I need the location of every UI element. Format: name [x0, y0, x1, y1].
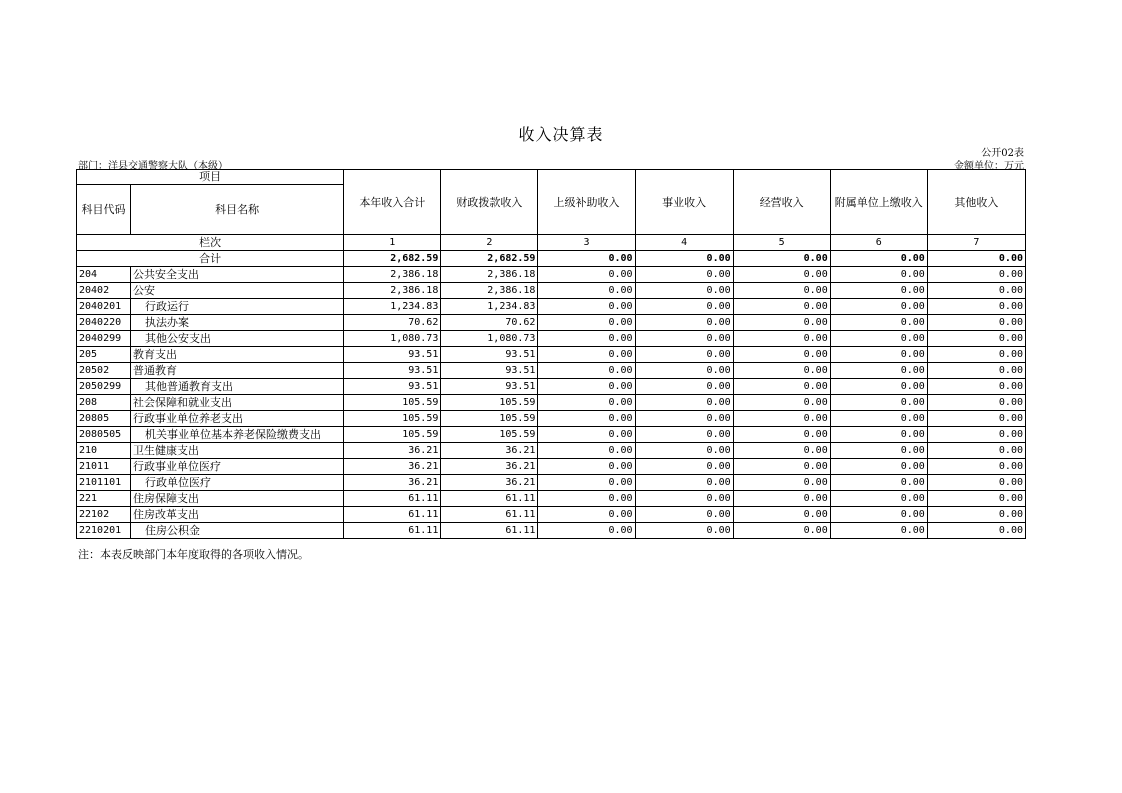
amount-cell: 61.11 — [441, 491, 538, 507]
subject-code: 2050299 — [77, 379, 131, 395]
amount-cell: 2,386.18 — [441, 267, 538, 283]
amount-cell: 0.00 — [830, 523, 927, 539]
subject-code: 2040220 — [77, 315, 131, 331]
table-row — [77, 475, 1026, 491]
project-group-header: 项目 — [77, 170, 344, 185]
index-cell: 3 — [538, 235, 635, 251]
amount-cell: 0.00 — [635, 459, 733, 475]
amount-cell: 0.00 — [538, 315, 635, 331]
table-row — [77, 491, 1026, 507]
index-cell: 1 — [344, 235, 441, 251]
amount-cell: 0.00 — [830, 411, 927, 427]
amount-cell: 0.00 — [635, 427, 733, 443]
table-row — [77, 443, 1026, 459]
amount-cell: 0.00 — [927, 427, 1025, 443]
subject-code: 205 — [77, 347, 131, 363]
amount-cell: 0.00 — [733, 475, 830, 491]
amount-cell: 0.00 — [538, 363, 635, 379]
amount-cell: 0.00 — [927, 331, 1025, 347]
amount-cell: 0.00 — [635, 283, 733, 299]
amount-cell: 105.59 — [441, 427, 538, 443]
table-row — [77, 347, 1026, 363]
amount-cell: 93.51 — [441, 379, 538, 395]
amount-cell: 105.59 — [344, 427, 441, 443]
amount-cell: 1,080.73 — [441, 331, 538, 347]
subject-name: 执法办案 — [131, 315, 344, 331]
amount-cell: 0.00 — [538, 475, 635, 491]
amount-cell: 0.00 — [927, 347, 1025, 363]
subject-name: 行政事业单位医疗 — [131, 459, 344, 475]
amount-cell: 0.00 — [733, 523, 830, 539]
amount-cell: 0.00 — [538, 507, 635, 523]
amount-cell: 0.00 — [830, 427, 927, 443]
amount-cell: 0.00 — [635, 491, 733, 507]
amount-cell: 1,234.83 — [441, 299, 538, 315]
amount-cell: 0.00 — [635, 475, 733, 491]
table-row — [77, 331, 1026, 347]
amount-cell: 0.00 — [538, 443, 635, 459]
amount-cell: 0.00 — [830, 363, 927, 379]
amount-cell: 0.00 — [538, 459, 635, 475]
amount-cell: 0.00 — [927, 267, 1025, 283]
amount-cell: 105.59 — [344, 411, 441, 427]
amount-cell: 0.00 — [830, 299, 927, 315]
amount-cell: 0.00 — [733, 347, 830, 363]
subject-code: 210 — [77, 443, 131, 459]
amount-cell: 0.00 — [733, 379, 830, 395]
amount-cell: 0.00 — [830, 283, 927, 299]
amount-cell: 0.00 — [733, 411, 830, 427]
table-row — [77, 411, 1026, 427]
amount-cell: 0.00 — [538, 395, 635, 411]
amount-cell: 93.51 — [344, 379, 441, 395]
amount-cell: 0.00 — [927, 315, 1025, 331]
income-table — [76, 169, 1026, 539]
total-cell: 2,682.59 — [441, 251, 538, 267]
amount-cell: 105.59 — [441, 411, 538, 427]
amount-cell: 0.00 — [830, 491, 927, 507]
table-row — [77, 523, 1026, 539]
amount-cell: 1,234.83 — [344, 299, 441, 315]
amount-cell: 0.00 — [733, 491, 830, 507]
subject-name: 住房保障支出 — [131, 491, 344, 507]
amount-cell: 1,080.73 — [344, 331, 441, 347]
amount-cell: 0.00 — [927, 443, 1025, 459]
amount-cell: 0.00 — [927, 379, 1025, 395]
amount-cell: 0.00 — [538, 331, 635, 347]
amount-cell: 0.00 — [635, 379, 733, 395]
amount-cell: 0.00 — [927, 411, 1025, 427]
amount-cell: 0.00 — [635, 331, 733, 347]
amount-cell: 36.21 — [441, 443, 538, 459]
amount-cell: 61.11 — [441, 523, 538, 539]
amount-cell: 0.00 — [927, 363, 1025, 379]
amount-cell: 0.00 — [635, 363, 733, 379]
subject-name: 行政事业单位养老支出 — [131, 411, 344, 427]
amount-cell: 0.00 — [830, 507, 927, 523]
subject-name: 社会保障和就业支出 — [131, 395, 344, 411]
subject-code: 204 — [77, 267, 131, 283]
subject-code: 2040201 — [77, 299, 131, 315]
index-cell: 6 — [830, 235, 927, 251]
subject-code: 20502 — [77, 363, 131, 379]
col-header-1: 本年收入合计 — [344, 170, 441, 235]
table-row — [77, 459, 1026, 475]
amount-cell: 0.00 — [927, 523, 1025, 539]
amount-cell: 0.00 — [733, 427, 830, 443]
amount-unit-label: 金额单位：万元 — [954, 161, 1024, 172]
subject-name: 住房公积金 — [131, 523, 344, 539]
amount-cell: 2,386.18 — [344, 267, 441, 283]
amount-cell: 70.62 — [441, 315, 538, 331]
footnote: 注：本表反映部门本年度取得的各项收入情况。 — [78, 548, 309, 561]
index-cell: 7 — [927, 235, 1025, 251]
amount-cell: 0.00 — [733, 283, 830, 299]
index-cell: 5 — [733, 235, 830, 251]
amount-cell: 0.00 — [830, 315, 927, 331]
amount-cell: 0.00 — [538, 283, 635, 299]
table-row — [77, 299, 1026, 315]
total-cell: 0.00 — [830, 251, 927, 267]
amount-cell: 0.00 — [927, 475, 1025, 491]
table-row — [77, 379, 1026, 395]
amount-cell: 0.00 — [733, 363, 830, 379]
subject-name: 行政运行 — [131, 299, 344, 315]
subject-name: 行政单位医疗 — [131, 475, 344, 491]
amount-cell: 0.00 — [830, 267, 927, 283]
total-label: 合计 — [77, 251, 344, 267]
amount-cell: 36.21 — [344, 475, 441, 491]
col-header-3: 上级补助收入 — [538, 170, 635, 235]
amount-cell: 0.00 — [635, 443, 733, 459]
amount-cell: 0.00 — [635, 315, 733, 331]
amount-cell: 0.00 — [635, 395, 733, 411]
amount-cell: 61.11 — [344, 491, 441, 507]
amount-cell: 0.00 — [733, 299, 830, 315]
total-row — [77, 251, 1026, 267]
page-title: 收入决算表 — [518, 125, 604, 144]
subject-name: 机关事业单位基本养老保险缴费支出 — [131, 427, 344, 443]
subject-code: 20402 — [77, 283, 131, 299]
amount-cell: 0.00 — [733, 507, 830, 523]
code-header: 科目代码 — [77, 185, 131, 235]
amount-cell: 93.51 — [344, 347, 441, 363]
amount-cell: 61.11 — [344, 523, 441, 539]
amount-cell: 0.00 — [927, 459, 1025, 475]
amount-cell: 70.62 — [344, 315, 441, 331]
subject-name: 住房改革支出 — [131, 507, 344, 523]
subject-code: 2040299 — [77, 331, 131, 347]
amount-cell: 93.51 — [441, 363, 538, 379]
table-row — [77, 507, 1026, 523]
subject-code: 2101101 — [77, 475, 131, 491]
col-header-7: 其他收入 — [927, 170, 1025, 235]
amount-cell: 105.59 — [344, 395, 441, 411]
index-cell: 4 — [635, 235, 733, 251]
amount-cell: 0.00 — [830, 347, 927, 363]
amount-cell: 61.11 — [344, 507, 441, 523]
subject-name: 其他普通教育支出 — [131, 379, 344, 395]
amount-cell: 0.00 — [635, 267, 733, 283]
subject-name: 其他公安支出 — [131, 331, 344, 347]
amount-cell: 0.00 — [733, 459, 830, 475]
amount-cell: 36.21 — [344, 459, 441, 475]
col-header-2: 财政拨款收入 — [441, 170, 538, 235]
amount-cell: 0.00 — [733, 395, 830, 411]
amount-cell: 0.00 — [538, 411, 635, 427]
total-cell: 0.00 — [538, 251, 635, 267]
amount-cell: 0.00 — [733, 331, 830, 347]
amount-cell: 0.00 — [538, 267, 635, 283]
amount-cell: 0.00 — [830, 331, 927, 347]
table-row — [77, 427, 1026, 443]
total-cell: 0.00 — [927, 251, 1025, 267]
amount-cell: 0.00 — [635, 299, 733, 315]
amount-cell: 0.00 — [733, 267, 830, 283]
name-header: 科目名称 — [131, 185, 344, 235]
amount-cell: 0.00 — [927, 299, 1025, 315]
amount-cell: 105.59 — [441, 395, 538, 411]
amount-cell: 0.00 — [635, 411, 733, 427]
table-row — [77, 315, 1026, 331]
table-row — [77, 395, 1026, 411]
amount-cell: 2,386.18 — [441, 283, 538, 299]
amount-cell: 93.51 — [344, 363, 441, 379]
amount-cell: 0.00 — [538, 347, 635, 363]
form-number: 公开02表 — [981, 148, 1024, 159]
table-row — [77, 363, 1026, 379]
total-cell: 0.00 — [733, 251, 830, 267]
amount-cell: 2,386.18 — [344, 283, 441, 299]
subject-name: 普通教育 — [131, 363, 344, 379]
subject-code: 2210201 — [77, 523, 131, 539]
subject-code: 21011 — [77, 459, 131, 475]
subject-name: 公安 — [131, 283, 344, 299]
subject-name: 教育支出 — [131, 347, 344, 363]
amount-cell: 61.11 — [441, 507, 538, 523]
subject-name: 公共安全支出 — [131, 267, 344, 283]
amount-cell: 0.00 — [635, 523, 733, 539]
amount-cell: 36.21 — [344, 443, 441, 459]
col-header-4: 事业收入 — [635, 170, 733, 235]
amount-cell: 0.00 — [830, 395, 927, 411]
index-row — [77, 235, 1026, 251]
amount-cell: 36.21 — [441, 459, 538, 475]
amount-cell: 0.00 — [538, 491, 635, 507]
amount-cell: 0.00 — [927, 395, 1025, 411]
amount-cell: 0.00 — [830, 379, 927, 395]
amount-cell: 36.21 — [441, 475, 538, 491]
amount-cell: 0.00 — [538, 379, 635, 395]
amount-cell: 0.00 — [830, 475, 927, 491]
subject-code: 221 — [77, 491, 131, 507]
total-cell: 2,682.59 — [344, 251, 441, 267]
amount-cell: 0.00 — [927, 283, 1025, 299]
amount-cell: 0.00 — [927, 507, 1025, 523]
col-header-6: 附属单位上缴收入 — [830, 170, 927, 235]
subject-code: 2080505 — [77, 427, 131, 443]
index-label: 栏次 — [77, 235, 344, 251]
total-cell: 0.00 — [635, 251, 733, 267]
subject-name: 卫生健康支出 — [131, 443, 344, 459]
amount-cell: 0.00 — [927, 491, 1025, 507]
table-row — [77, 267, 1026, 283]
subject-code: 208 — [77, 395, 131, 411]
subject-code: 22102 — [77, 507, 131, 523]
department-label: 部门：洋县交通警察大队（本级） — [78, 161, 228, 172]
col-header-5: 经营收入 — [733, 170, 830, 235]
amount-cell: 0.00 — [830, 443, 927, 459]
amount-cell: 0.00 — [538, 299, 635, 315]
amount-cell: 0.00 — [733, 315, 830, 331]
amount-cell: 0.00 — [635, 347, 733, 363]
amount-cell: 0.00 — [830, 459, 927, 475]
amount-cell: 93.51 — [441, 347, 538, 363]
subject-code: 20805 — [77, 411, 131, 427]
amount-cell: 0.00 — [538, 523, 635, 539]
amount-cell: 0.00 — [538, 427, 635, 443]
amount-cell: 0.00 — [733, 443, 830, 459]
table-row — [77, 283, 1026, 299]
amount-cell: 0.00 — [635, 507, 733, 523]
index-cell: 2 — [441, 235, 538, 251]
